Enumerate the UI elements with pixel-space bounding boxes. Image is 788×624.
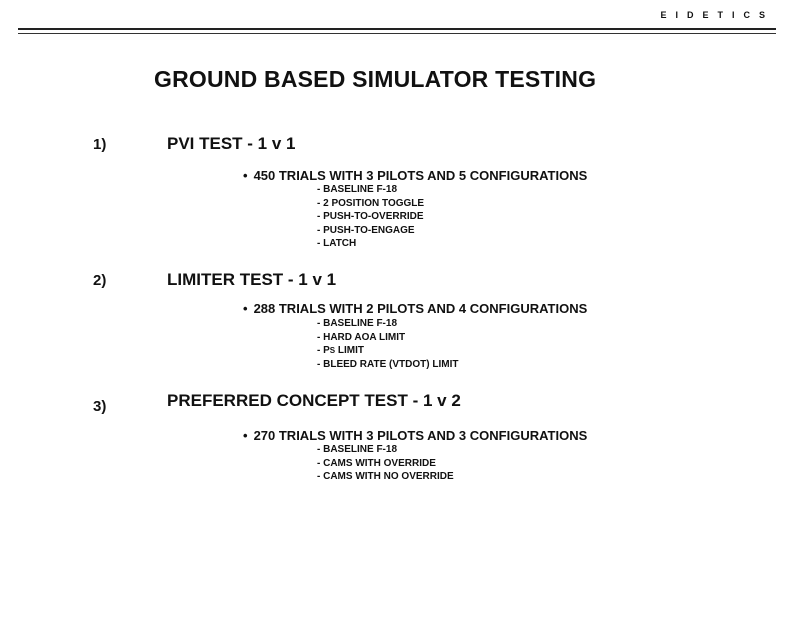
ps-subscript: S bbox=[329, 346, 336, 355]
list-item: - BASELINE F-18 bbox=[317, 318, 398, 329]
ps-prefix: - P bbox=[317, 345, 330, 356]
list-item: - BASELINE F-18 bbox=[317, 184, 398, 195]
list-item: - CAMS WITH NO OVERRIDE bbox=[317, 471, 454, 482]
section-3-title: PREFERRED CONCEPT TEST - 1 v 2 bbox=[167, 391, 461, 410]
section-1-bullet-text: 450 TRIALS WITH 3 PILOTS AND 5 CONFIGURATIONS bbox=[253, 168, 588, 183]
section-1-config-list bbox=[317, 183, 424, 251]
bullet-dot: • bbox=[243, 428, 248, 443]
list-item: - LATCH bbox=[317, 238, 357, 249]
section-3-bullet-text: 270 TRIALS WITH 3 PILOTS AND 3 CONFIGURATIONS bbox=[253, 428, 588, 443]
list-item: - 2 POSITION TOGGLE bbox=[317, 197, 425, 209]
section-3-config-list bbox=[317, 443, 454, 484]
list-item: - BASELINE F-18 bbox=[317, 444, 398, 455]
section-1-number: 1) bbox=[93, 136, 107, 153]
brand-logo-text: EIDETICS bbox=[660, 10, 774, 20]
bullet-dot: • bbox=[243, 301, 248, 316]
list-item: - HARD AOA LIMIT bbox=[317, 331, 406, 343]
section-1-bullet bbox=[243, 168, 587, 183]
section-3-number: 3) bbox=[93, 398, 107, 415]
ps-suffix: LIMIT bbox=[335, 345, 365, 356]
page-title: GROUND BASED SIMULATOR TESTING bbox=[154, 66, 597, 92]
list-item: - PUSH-TO-ENGAGE bbox=[317, 224, 415, 236]
list-item: - PUSH-TO-OVERRIDE bbox=[317, 211, 424, 222]
header-rule-thin bbox=[18, 33, 776, 34]
section-2-number: 2) bbox=[93, 272, 107, 289]
section-2-config-list bbox=[317, 317, 458, 371]
section-2-bullet-text: 288 TRIALS WITH 2 PILOTS AND 4 CONFIGURATIONS bbox=[253, 301, 588, 316]
header-rule-thick bbox=[18, 28, 776, 30]
list-item: - CAMS WITH OVERRIDE bbox=[317, 457, 436, 469]
list-item: - BLEED RATE (VTDOT) LIMIT bbox=[317, 358, 459, 370]
bullet-dot: • bbox=[243, 168, 248, 183]
section-3-bullet bbox=[243, 428, 587, 443]
section-1-title: PVI TEST - 1 v 1 bbox=[167, 134, 296, 153]
section-2-bullet bbox=[243, 301, 587, 316]
section-2-title: LIMITER TEST - 1 v 1 bbox=[167, 270, 337, 289]
list-item-ps-limit bbox=[317, 344, 458, 358]
